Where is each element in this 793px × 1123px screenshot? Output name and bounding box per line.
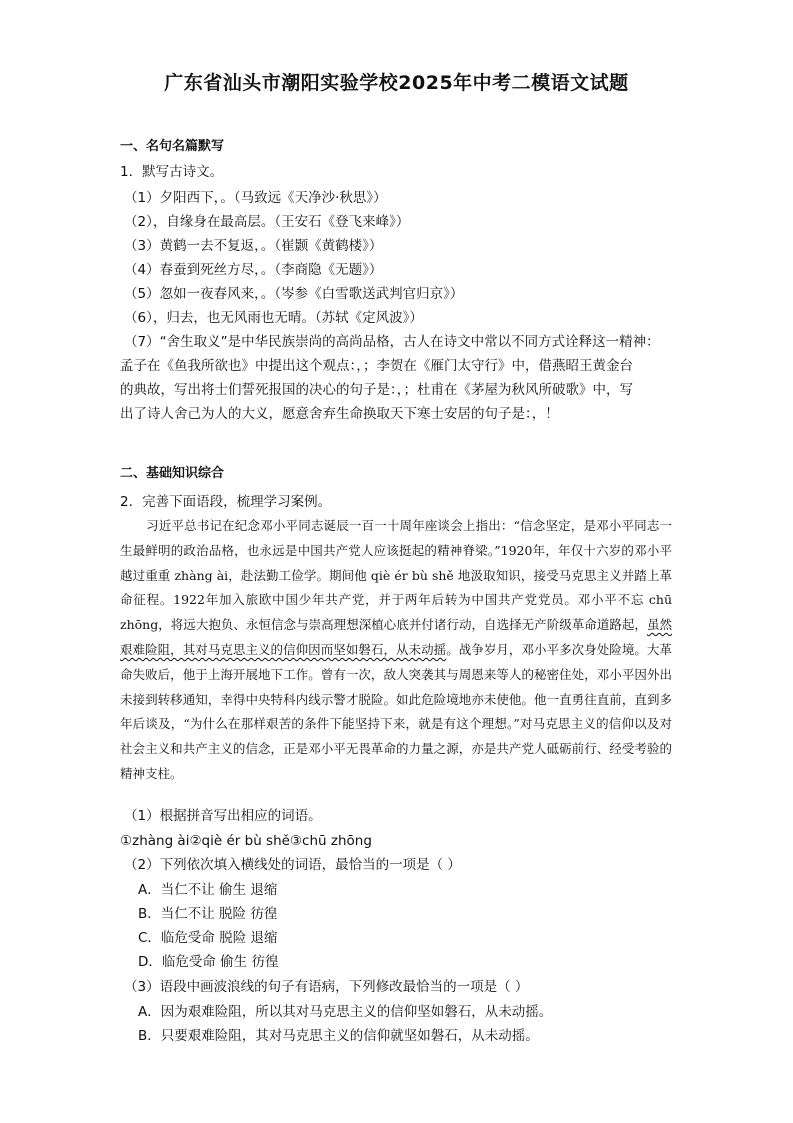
q1-line-3: （3）黄鹤一去不复返，。（崔颢《黄鹤楼》） <box>124 238 383 254</box>
passage-text-before: 习近平总书记在纪念邓小平同志诞辰一百一十周年座谈会上指出：“信念坚定，是邓小平同志一生最鲜明的政治品格，也永远是中国共产党人应该挺起的精神脊梁。”1920年，年仅十六岁的邓小平越过重重 zhàng ài，赴法勤工俭学。期间他 qiè ér bù shě 地汲取知识，接受马克思主义并踏上革命征程。1922年加入旅欧中国少年共产党，并于两年后转为中国共产党党员。邓小平不忘 chū zhōng，将远大抱负、永恒信念与崇高理想深植心底并付诸行动，自选择无产阶级革命道路起， <box>120 518 672 633</box>
option-a: A．当仁不让 偷生 退缩 <box>138 882 278 898</box>
q1-line-8: 孟子在《鱼我所欲也》中提出这个观点：，；李贺在《雁门太守行》中，借燕昭王黄金台 <box>120 358 633 374</box>
q1-line-6: （6），归去，也无风雨也无晴。（苏轼《定风波》） <box>124 310 423 326</box>
q1-line-4: （4）春蚕到死丝方尽，。（李商隐《无题》） <box>124 262 383 278</box>
wavy-underlined-sentence: 虽然艰难险阻，其对马克思主义的信仰因而坚如磐石，从未动摇 <box>120 617 672 657</box>
section-heading-1: 一、名句名篇默写 <box>120 139 225 154</box>
sub-question-1-items: ①zhàng ài②qiè ér bù shě③chū zhōng <box>120 833 372 849</box>
option-d: D．临危受命 偷生 彷徨 <box>138 954 279 970</box>
option-c: C．临危受命 脱险 退缩 <box>138 930 278 946</box>
q1-line-7: （7）“舍生取义”是中华民族崇尚的高尚品格，古人在诗文中常以不同方式诠释这一精神： <box>124 334 660 350</box>
passage-text-after: 。战争岁月，邓小平多次身处险境。大革命失败后，他于上海开展地下工作。曾有一次，敌人突袭其与周恩来等人的秘密住处，邓小平因外出未接到转移通知，幸得中央特科内线示警才脱险。如此危险境地亦未使他。他一直勇往直前，直到多年后谈及，“为什么在那样艰苦的条件下能坚持下来，就是有这个理想。”对马克思主义的信仰以及对社会主义和共产主义的信念，正是邓小平无畏革命的力量之源，亦是共产党人砥砺前行、经受考验的精神支柱。 <box>120 641 672 781</box>
q1-line-1: （1）夕阳西下，。（马致远《天净沙·秋思》） <box>124 190 387 206</box>
document-title: 广东省汕头市潮阳实验学校2025年中考二模语文试题 <box>164 72 629 94</box>
q1-line-2: （2），自缘身在最高层。（王安石《登飞来峰》） <box>124 214 410 230</box>
sub3-option-b: B．只要艰难险阻，其对马克思主义的信仰就坚如磐石，从未动摇。 <box>138 1028 539 1044</box>
q1-line-10: 出了诗人舍己为人的大义，愿意舍弃生命换取天下寒士安居的句子是：，！ <box>120 406 559 422</box>
question-1-stem: 1．默写古诗文。 <box>120 164 224 180</box>
sub-question-3-stem: （3）语段中画波浪线的句子有语病，下列修改最恰当的一项是（ ） <box>124 979 529 995</box>
sub-question-1-stem: （1）根据拼音写出相应的词语。 <box>124 808 322 824</box>
sub-question-2-stem: （2）下列依次填入横线处的词语，最恰当的一项是（ ） <box>124 857 461 873</box>
q1-line-5: （5）忽如一夜春风来，。（岑参《白雪歌送武判官归京》） <box>124 286 464 302</box>
section-heading-2: 二、基础知识综合 <box>120 466 225 481</box>
sub3-option-a: A．因为艰难险阻，所以其对马克思主义的信仰坚如磐石，从未动摇。 <box>138 1004 553 1020</box>
option-b: B．当仁不让 脱险 彷徨 <box>138 906 278 922</box>
q1-line-9: 的典故，写出将士们誓死报国的决心的句子是：，；杜甫在《茅屋为秋风所破歌》中，写 <box>120 382 633 398</box>
reading-passage <box>120 514 672 787</box>
question-2-stem: 2．完善下面语段，梳理学习案例。 <box>120 494 332 510</box>
